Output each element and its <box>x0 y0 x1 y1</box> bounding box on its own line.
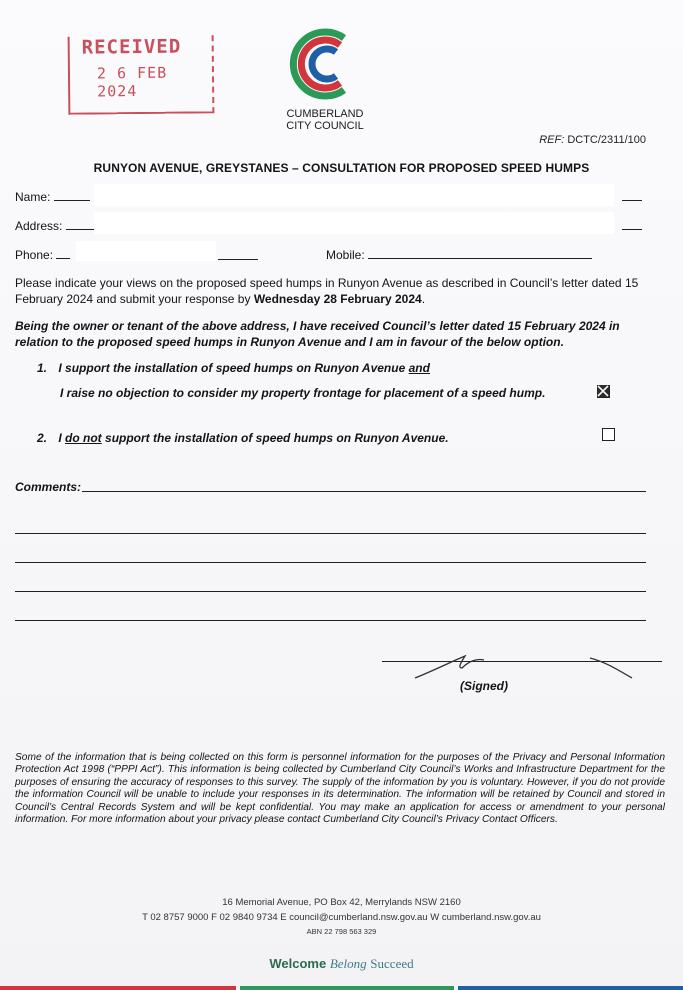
address-label: Address: <box>15 219 63 233</box>
ref-prefix: REF: <box>539 134 565 146</box>
checkmark-x-icon <box>596 384 610 398</box>
name-field[interactable] <box>54 189 90 201</box>
mobile-row <box>326 247 592 262</box>
option-2-line <box>37 431 449 445</box>
handwritten-signature-icon <box>410 648 640 684</box>
redacted-name <box>94 184 614 206</box>
intro-end: . <box>421 292 426 306</box>
footer-address: 16 Memorial Avenue, PO Box 42, Merrylands NSW 2160 <box>222 897 461 908</box>
option-2-checkbox[interactable] <box>602 428 615 441</box>
footer-bar-red <box>0 986 236 990</box>
phone-label: Phone: <box>15 248 54 262</box>
mobile-label: Mobile: <box>326 248 365 262</box>
council-slogan <box>0 956 683 972</box>
phone-row <box>15 247 70 262</box>
option-1-line2: I raise no objection to consider my property frontage for placement of a speed hump. <box>60 386 546 400</box>
address-line-end <box>622 229 642 230</box>
option-1-text: I support the installation of speed humps on Runyon Avenue <box>58 361 409 375</box>
option-2-post: support the installation of speed humps on Runyon Avenue. <box>101 431 449 445</box>
slogan-belong: Belong <box>329 956 367 971</box>
redacted-address <box>94 212 614 234</box>
footer-abn: ABN 22 798 563 329 <box>306 927 377 936</box>
footer-contacts: T 02 8757 9000 F 02 9840 9734 E council@cumberland.nsw.gov.au W cumberland.nsw.gov.au <box>142 912 541 923</box>
ref-code: DCTC/2311/100 <box>567 134 646 146</box>
form-heading: RUNYON AVENUE, GREYSTANES – CONSULTATION FOR PROPOSED SPEED HUMPS <box>93 161 590 175</box>
slogan-welcome: Welcome <box>269 956 327 971</box>
received-stamp <box>68 35 215 115</box>
option-1-number: 1. <box>37 361 48 375</box>
redacted-phone <box>76 241 216 261</box>
comments-label: Comments: <box>15 480 82 494</box>
signed-label: (Signed) <box>460 679 508 693</box>
council-name <box>270 108 380 132</box>
footer-bar-green <box>240 986 454 990</box>
option-1-and: and <box>408 361 430 375</box>
reference-number <box>539 134 646 146</box>
stamp-date: 2 6 FEB 2024 <box>96 63 168 101</box>
phone-line-end <box>218 259 258 260</box>
mobile-field[interactable] <box>368 247 592 259</box>
intro-paragraph <box>15 275 665 307</box>
intro-text: Please indicate your views on the proposed speed humps in Runyon Avenue as described in Council’s letter dated 15 February 2024 and submit your response by <box>15 276 639 306</box>
council-name-line1: CUMBERLAND <box>286 108 364 120</box>
cumberland-logo-icon <box>286 24 358 106</box>
comments-line-1[interactable] <box>82 491 646 492</box>
comments-line-4[interactable] <box>15 591 646 592</box>
footer-bar-blue <box>458 986 683 990</box>
stamp-title: RECEIVED <box>81 35 182 59</box>
intro-deadline: Wednesday 28 February 2024 <box>253 292 422 306</box>
comments-line-3[interactable] <box>15 562 646 563</box>
comments-line-2[interactable] <box>15 533 646 534</box>
option-2-number: 2. <box>37 431 48 445</box>
name-row <box>15 189 90 204</box>
phone-field[interactable] <box>56 247 70 259</box>
name-line-end <box>622 200 642 201</box>
comments-line-5[interactable] <box>15 620 646 621</box>
name-label: Name: <box>15 190 51 204</box>
address-field[interactable] <box>66 218 96 230</box>
option-2-underlined: do not <box>65 431 102 445</box>
option-1-line1 <box>37 361 430 375</box>
declaration-text: Being the owner or tenant of the above address, I have received Council’s letter dated 15 February 2024 in relation to the proposed speed humps in Runyon Avenue and I am in favour of the below option. <box>15 319 620 349</box>
address-row <box>15 218 96 233</box>
option-2-pre: I <box>58 431 66 445</box>
option-1-checkbox[interactable] <box>597 385 610 398</box>
slogan-succeed: Succeed <box>370 956 414 971</box>
council-name-line2: CITY COUNCIL <box>286 120 364 132</box>
privacy-notice: Some of the information that is being collected on this form is personnel information for the purposes of the Privacy and Personal Information Protection Act 1998 (“PPPI Act”). This information is being collected by Cumberland City Council’s Works and Infrastructure Department for the purposes of ensuring the accuracy of responses to this survey. The supply of the information by you is voluntary. However, if you do not provide the information Council will be unable to include your responses in its determination. The information will be retained by Council and stored in Council’s Central Records System and will be kept confidential. You may make an application for access or amendment to your personal information. For more information about your privacy please contact Cumberland City Council’s Privacy Contact Officers. <box>15 752 665 826</box>
